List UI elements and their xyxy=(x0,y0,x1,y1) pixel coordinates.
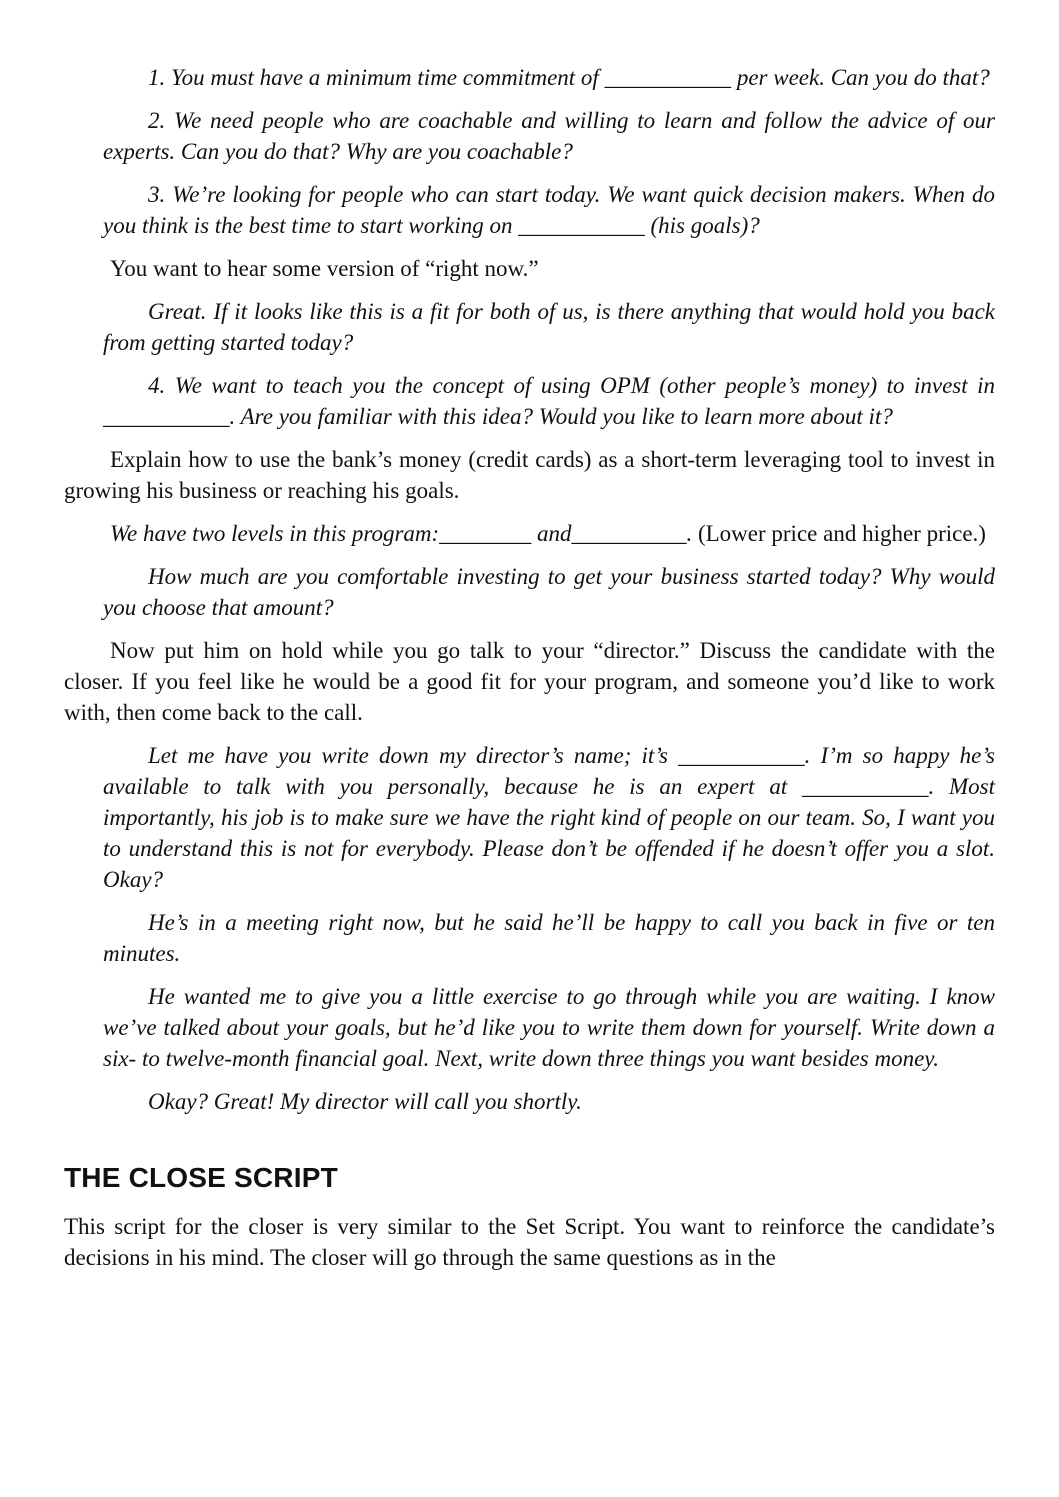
instruction-opm: Explain how to use the bank’s money (credit cards) as a short-term leveraging tool to invest in growing his business or reaching his goals. xyxy=(64,447,995,503)
script-question-4: 4. We want to teach you the concept of using OPM (other people’s money) to invest in ___________. Are you familiar with this idea? Would you like to learn more about it? xyxy=(103,373,995,429)
script-question-3: 3. We’re looking for people who can start today. We want quick decision makers. When do you think is the best time to start working on ___________ (his goals)? xyxy=(103,182,995,238)
script-question-1: 1. You must have a minimum time commitment of ___________ per week. Can you do that? xyxy=(148,65,990,90)
instruction-right-now: You want to hear some version of “right now.” xyxy=(110,256,539,281)
script-exercise: He wanted me to give you a little exercise to go through while you are waiting. I know we’ve talked about your goals, but he’d like you to write them down for yourself. Write down a six- to twelve-month financial goal. Next, write down three things you want besides money. xyxy=(103,984,995,1071)
script-followup: Great. If it looks like this is a fit for both of us, is there anything that would hold you back from getting started today? xyxy=(103,299,995,355)
section-intro: This script for the closer is very similar to the Set Script. You want to reinforce the candidate’s decisions in his mind. The closer will go through the same questions as in the xyxy=(64,1214,995,1270)
instruction-hold: Now put him on hold while you go talk to your “director.” Discuss the candidate with the closer. If you feel like he would be a good fit for your program, and someone you’d like to work with, then come back to the call. xyxy=(64,638,995,725)
script-closing: Okay? Great! My director will call you shortly. xyxy=(148,1089,582,1114)
program-levels-plain: (Lower price and higher price.) xyxy=(692,521,986,546)
script-meeting: He’s in a meeting right now, but he said he’ll be happy to call you back in five or ten minutes. xyxy=(103,910,995,966)
section-heading: THE CLOSE SCRIPT xyxy=(64,1162,338,1193)
script-question-2: 2. We need people who are coachable and willing to learn and follow the advice of our experts. Can you do that? Why are you coachable? xyxy=(103,108,995,164)
script-investment-question: How much are you comfortable investing to get your business started today? Why would you choose that amount? xyxy=(103,564,995,620)
program-levels-italic: We have two levels in this program:________ and__________. xyxy=(110,521,693,546)
program-levels xyxy=(64,518,995,549)
script-director-name: Let me have you write down my director’s name; it’s ___________. I’m so happy he’s available to talk with you personally, because he is an expert at ___________. Most importantly, his job is to make sure we have the right kind of people on our team. So, I want you to understand this is not for everybody. Please don’t be offended if he doesn’t offer you a slot. Okay? xyxy=(103,743,995,892)
document-page xyxy=(64,62,995,1273)
